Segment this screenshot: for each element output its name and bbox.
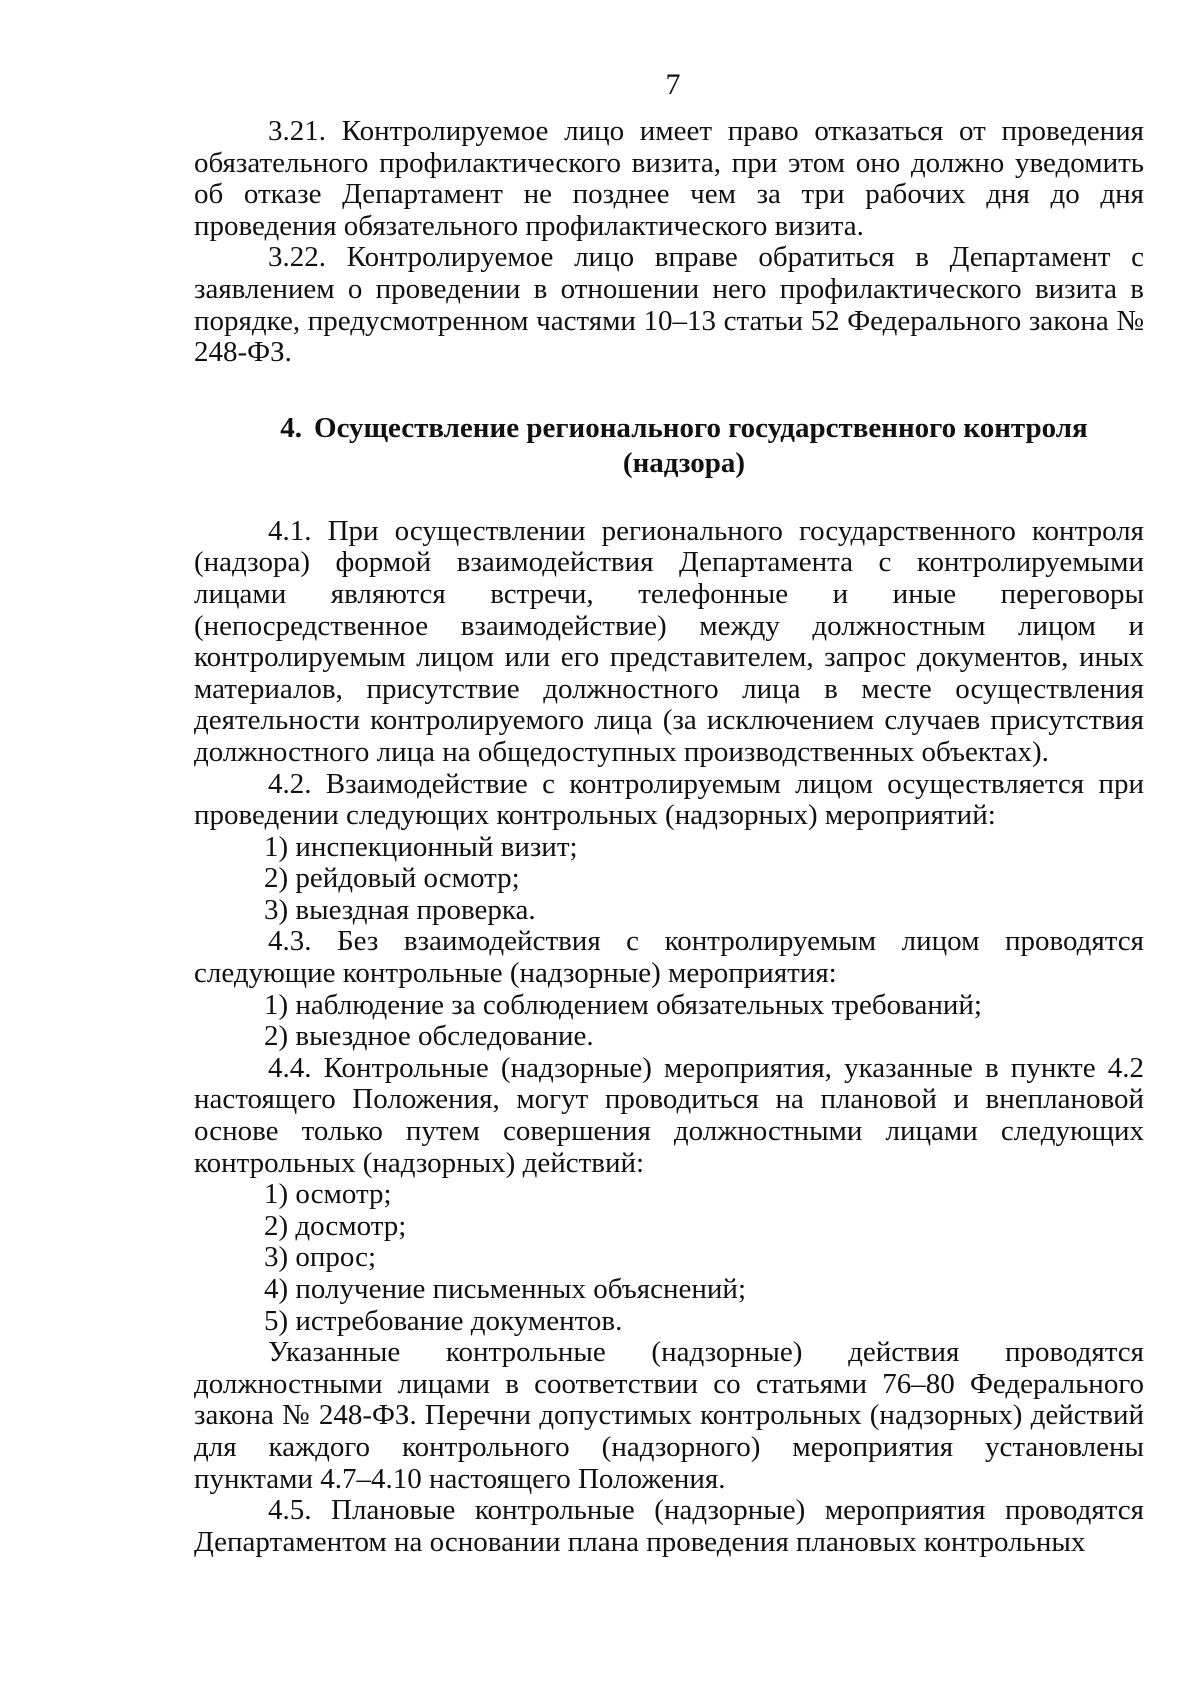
paragraph-4-4: 4.4. Контрольные (надзорные) мероприятия, указанные в пункте 4.2 настоящего Положения, могут проводиться на плановой и внеплановой основе только путем совершения должностными лицами следующих контрольных (надзорных) действий:: [194, 1051, 1144, 1179]
list-item: 4) получение письменных объяснений;: [264, 1273, 747, 1305]
paragraph-4-4-continuation: Указанные контрольные (надзорные) действия проводятся должностными лицами в соответствии со статьями 76–80 Федерального закона № 248-ФЗ. Перечни допустимых контрольных (надзорных) действий для каждого контрольного (надзорного) мероприятия установлены пунктами 4.7–4.10 настоящего Положения.: [194, 1336, 1144, 1495]
list-item: 2) выездное обследование.: [264, 1020, 594, 1053]
document-body: [194, 116, 1144, 1558]
section-heading: [194, 411, 1144, 481]
list-item: 3) опрос;: [264, 1241, 377, 1274]
paragraph-4-3: 4.3. Без взаимодействия с контролируемым лицом проводятся следующие контрольные (надзорные) мероприятия:: [194, 925, 1144, 990]
section-title-line-1: Осуществление регионального государственного контроля: [314, 411, 1088, 444]
paragraph-3-22: 3.22. Контролируемое лицо вправе обратиться в Департамент с заявлением о проведении в отношении него профилактического визита в порядке, предусмотренном частями 10–13 статьи 52 Федерального закона № 248-ФЗ.: [194, 241, 1144, 369]
paragraph-4-2: 4.2. Взаимодействие с контролируемым лицом осуществляется при проведении следующих контрольных (надзорных) мероприятий:: [194, 767, 1144, 832]
paragraph-4-5: 4.5. Плановые контрольные (надзорные) мероприятия проводятся Департаментом на основании плана проведения плановых контрольных: [194, 1494, 1144, 1558]
list-item: 1) осмотр;: [264, 1178, 392, 1211]
paragraph-4-1: 4.1. При осуществлении регионального государственного контроля (надзора) формой взаимодействия Департамента с контролируемыми лицами являются встречи, телефонные и иные переговоры (непосредственное взаимодействие) между должностным лицом и контролируемым лицом или его представителем, запрос документов, иных материалов, присутствие должностного лица в месте осуществления деятельности контролируемого лица (за исключением случаев присутствия должностного лица на общедоступных производственных объектах).: [194, 514, 1144, 768]
list-item: 3) выездная проверка.: [264, 893, 536, 926]
list-item: 1) наблюдение за соблюдением обязательных требований;: [264, 988, 982, 1021]
section-number: 4.: [280, 411, 303, 444]
section-title-line-2: (надзора): [622, 446, 746, 479]
list-item: 2) досмотр;: [264, 1209, 407, 1242]
list-item: 5) истребование документов.: [264, 1304, 623, 1337]
list-item: 1) инспекционный визит;: [264, 830, 578, 863]
page-number: 7: [665, 68, 681, 101]
paragraph-3-21: 3.21. Контролируемое лицо имеет право отказаться от проведения обязательного профилактического визита, при этом оно должно уведомить об отказе Департамент не позднее чем за три рабочих дня до дня проведения обязательного профилактического визита.: [194, 115, 1144, 242]
section-heading-line-1: [224, 411, 1144, 446]
list-item: 2) рейдовый осмотр;: [264, 862, 520, 895]
